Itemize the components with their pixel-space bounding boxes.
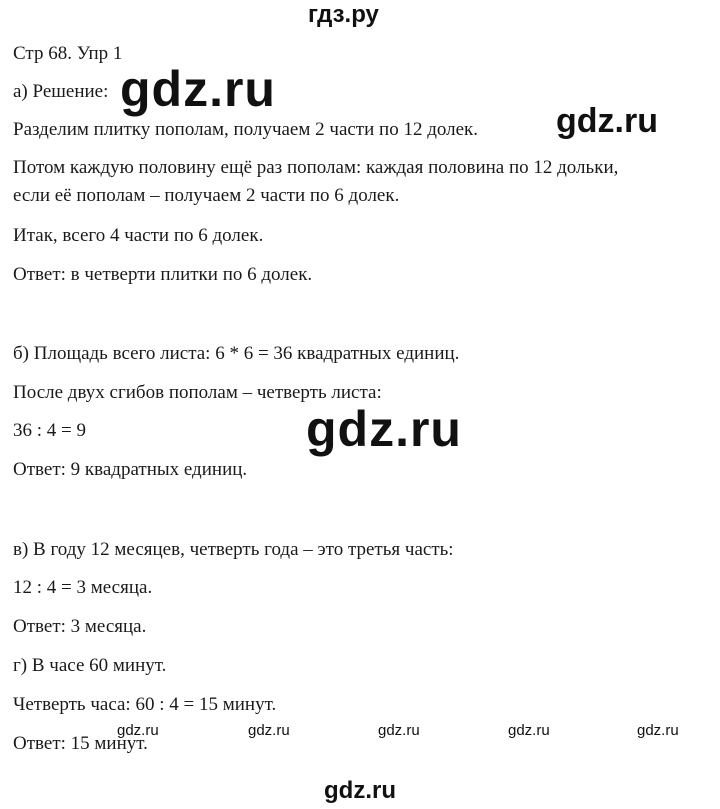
site-footer-logo: gdz.ru: [324, 777, 396, 804]
part-a-line-4: Итак, всего 4 части по 6 долек.: [13, 225, 264, 246]
part-g-line-2: Четверть часа: 60 : 4 = 15 минут.: [13, 694, 277, 715]
watermark-small-5: gdz.ru: [637, 722, 679, 739]
part-v-line-2: 12 : 4 = 3 месяца.: [13, 577, 153, 598]
part-b-answer: Ответ: 9 квадратных единиц.: [13, 459, 248, 480]
part-a-heading: а) Решение:: [13, 81, 109, 102]
watermark-large-middle: gdz.ru: [306, 401, 462, 457]
part-g-line-1: г) В часе 60 минут.: [13, 655, 167, 676]
part-a-line-1: Разделим плитку пополам, получаем 2 части по 12 долек.: [13, 119, 479, 140]
part-a-line-3: если её пополам – получаем 2 части по 6 долек.: [13, 185, 400, 206]
watermark-small-2: gdz.ru: [248, 722, 290, 739]
page-reference: Стр 68. Упр 1: [13, 43, 123, 64]
watermark-small-4: gdz.ru: [508, 722, 550, 739]
part-a-answer: Ответ: в четверти плитки по 6 долек.: [13, 264, 313, 285]
part-v-answer: Ответ: 3 месяца.: [13, 616, 147, 637]
part-b-line-3: 36 : 4 = 9: [13, 420, 86, 441]
part-v-line-1: в) В году 12 месяцев, четверть года – это третья часть:: [13, 539, 454, 560]
site-header-logo: гдз.ру: [308, 1, 379, 28]
watermark-large-top: gdz.ru: [120, 61, 276, 117]
part-a-line-2: Потом каждую половину ещё раз пополам: каждая половина по 12 дольки,: [13, 157, 619, 178]
part-b-line-2: После двух сгибов пополам – четверть листа:: [13, 382, 382, 403]
part-g-answer: Ответ: 15 минут.: [13, 733, 148, 754]
watermark-small-3: gdz.ru: [378, 722, 420, 739]
watermark-right: gdz.ru: [556, 102, 658, 140]
watermark-small-1: gdz.ru: [117, 722, 159, 739]
part-b-line-1: б) Площадь всего листа: 6 * 6 = 36 квадратных единиц.: [13, 343, 460, 364]
